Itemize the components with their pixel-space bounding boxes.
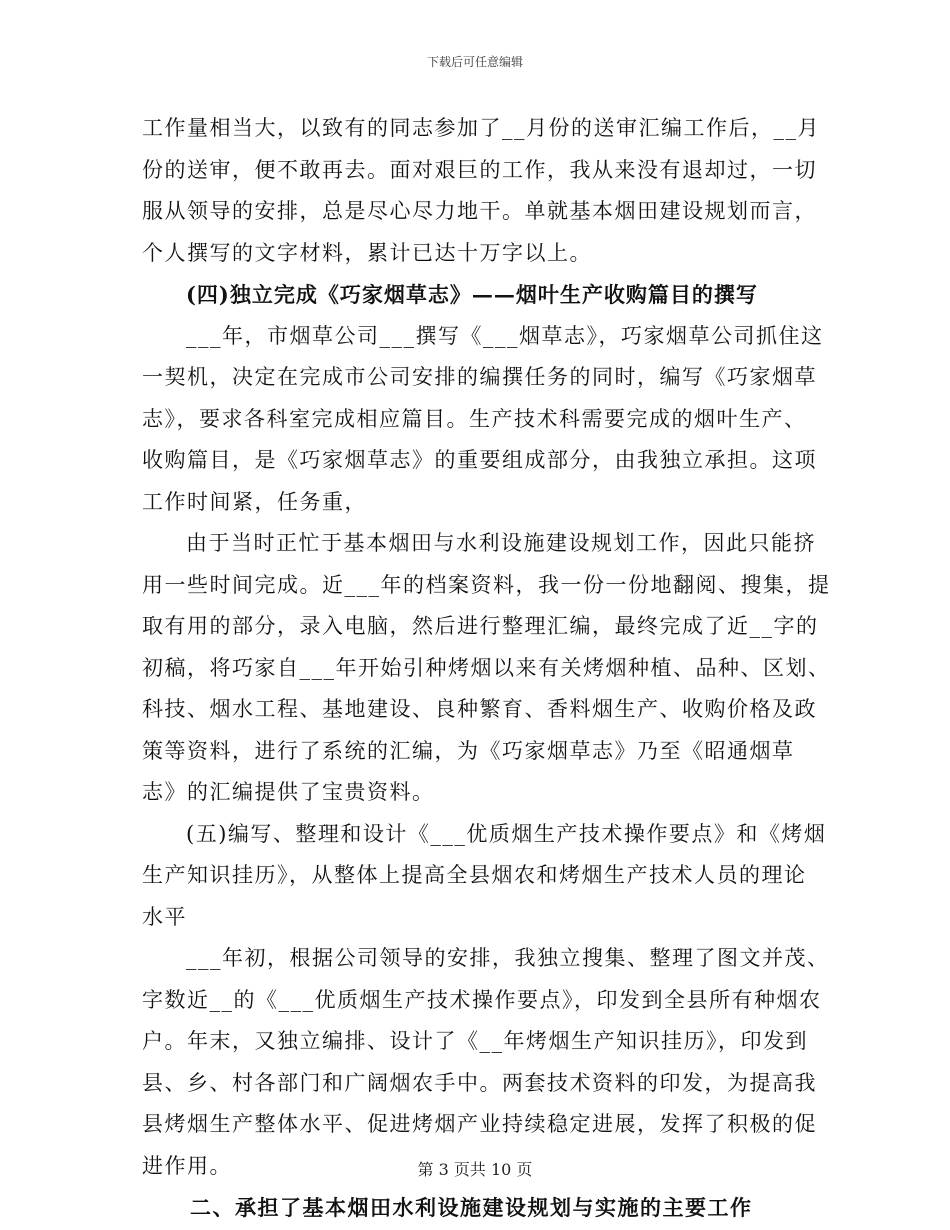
page-number: 第 3 页共 10 页	[417, 1160, 533, 1179]
text-line: 进作用。	[142, 1153, 232, 1178]
text-line: (五)编写、整理和设计《___优质烟生产技术操作要点》和《烤烟	[186, 821, 827, 846]
text-line: 用一些时间完成。近___年的档案资料，我一份一份地翻阅、搜集，提	[142, 572, 831, 597]
text-line: 收购篇目，是《巧家烟草志》的重要组成部分，由我独立承担。这项	[142, 448, 817, 472]
text-line: 服从领导的安排，总是尽心尽力地干。单就基本烟田建设规划而言，	[142, 199, 817, 223]
heading-text: (四)独立完成《巧家烟草志》——烟叶生产收购篇目的撰写	[186, 282, 758, 307]
text-line: 一契机，决定在完成市公司安排的编撰任务的同时，编写《巧家烟草	[142, 365, 817, 389]
text-line: 初稿，将巧家自___年开始引种烤烟以来有关烤烟种植、品种、区划、	[142, 655, 831, 680]
text-line: 字数近__的《___优质烟生产技术操作要点》，印发到全县所有种烟农	[142, 987, 822, 1012]
heading-text: 二、承担了基本烟田水利设施建设规划与实施的主要工作	[190, 1195, 753, 1220]
text-line: 生产知识挂历》，从整体上提高全县烟农和烤烟生产技术人员的理论	[142, 863, 807, 887]
text-line: 个人撰写的文字材料，累计已达十万字以上。	[142, 240, 592, 265]
text-line: 水平	[142, 904, 187, 929]
text-line: 户。年末，又独立编排、设计了《__年烤烟生产知识挂历》，印发到	[142, 1029, 808, 1053]
text-line: 志》的汇编提供了宝贵资料。	[142, 780, 435, 804]
text-line: ___年，市烟草公司___撰写《___烟草志》，巧家烟草公司抓住这	[186, 323, 824, 348]
section-heading-5	[142, 814, 827, 939]
text-line: 志》，要求各科室完成相应篇目。生产技术科需要完成的烟叶生产、	[142, 406, 807, 431]
section-heading-4	[142, 274, 808, 316]
text-line: 取有用的部分，录入电脑，然后进行整理汇编，最终完成了近__字的	[142, 614, 819, 638]
text-line: ___年初，根据公司领导的安排，我独立搜集、整理了图文并茂、	[186, 946, 830, 970]
paragraph-compilation	[142, 523, 831, 814]
text-line: 县、乡、村各部门和广阔烟农手中。两套技术资料的印发，为提高我	[142, 1070, 817, 1095]
paragraph-technical-materials	[142, 938, 830, 1187]
text-line: 科技、烟水工程、基地建设、良种繁育、香料烟生产、收购价格及政	[142, 697, 817, 721]
text-line: 由于当时正忙于基本烟田与水利设施建设规划工作，因此只能挤	[186, 531, 816, 555]
page-header: 下载后可任意编辑	[426, 55, 523, 69]
document-body	[142, 108, 831, 1229]
text-line: 县烤烟生产整体水平、促进烤烟产业持续稳定进展，发挥了积极的促	[142, 1112, 817, 1136]
text-line: 策等资料，进行了系统的汇编，为《巧家烟草志》乃至《昭通烟草	[142, 738, 795, 763]
text-line: 份的送审，便不敢再去。面对艰巨的工作，我从来没有退却过，一切	[142, 157, 817, 182]
text-line: 工作时间紧，任务重，	[142, 489, 367, 514]
text-line: 工作量相当大，以致有的同志参加了__月份的送审汇编工作后，__月	[142, 116, 820, 140]
paragraph-continuation	[142, 108, 820, 274]
paragraph-tobacco-annals	[142, 316, 824, 524]
section-heading-2	[142, 1187, 808, 1229]
